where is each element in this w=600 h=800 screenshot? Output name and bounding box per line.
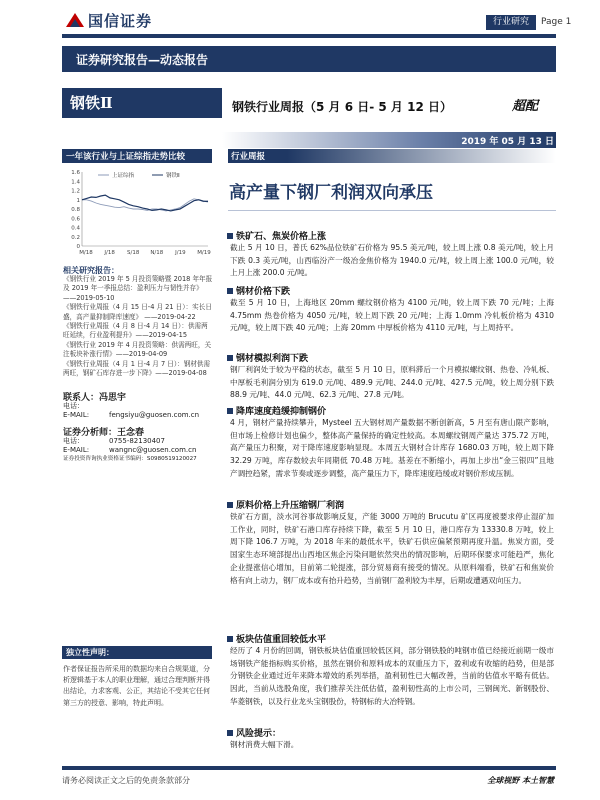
x-tick-label: J/19 bbox=[175, 250, 186, 256]
section-heading bbox=[227, 498, 344, 511]
y-tick-label: 1.2 bbox=[71, 188, 80, 195]
contact-heading: 联系人：冯思宇 bbox=[63, 393, 127, 403]
related-report-item[interactable]: 《钢铁行业 2019 年 5 月投资策略暨 2018 年年报及 2019 年一季报总结：盈利压力与韧性并存》 ——2019-05-10 bbox=[63, 275, 213, 302]
section-heading bbox=[227, 632, 326, 645]
x-tick-label: M/18 bbox=[79, 250, 93, 256]
section-heading-text: 降库速度趋缓抑制钢价 bbox=[236, 407, 327, 417]
analyst-phone: 0755-82130407 bbox=[109, 437, 165, 445]
y-tick-label: 0.8 bbox=[71, 207, 80, 213]
related-report-item[interactable]: 《钢铁行业 2019 年 4 月投资策略：供需两旺，关注板块补涨行情》——2019-04-09 bbox=[63, 340, 212, 359]
y-tick-label: 1.6 bbox=[71, 170, 80, 176]
related-report-item[interactable]: 《钢铁行业周报（4 月 15 日-4 月 21 日）：实长日盛，高产量抑制降库速度》 ——2019-04-22 bbox=[63, 303, 212, 321]
section-body: 经历了 4 月份的回调，钢铁板块估值重回较低区间，部分钢铁股的吨钢市值已经接近前期一级市场钢铁产能指标购买价格，虽然在钢价和原料成本的双重压力下，盈利或有收缩的趋势，但是部分钢铁企业通过近年来降本增效的系列举措，盈利韧性已大幅改善，当前的估值水平略有低估。因此，当前从选股角度，我们推荐关注低估值，盈利韧性高的上市公司，三钢闽光、新钢股份、华菱钢铁，以及行业龙头宝钢股份，特钢标的大冶特钢。 bbox=[230, 646, 554, 706]
related-report-item[interactable]: 《钢铁行业周报（4 月 1 日-4 月 7 日）：钢材供需两旺，钢矿石库存进一步下降》——2019-04-08 bbox=[63, 359, 211, 378]
chart-heading: 一年该行业与上证综指走势比较 bbox=[66, 152, 186, 162]
section-body: 钢厂利润处于较为平稳的状态，截至 5 月 10 日，原料滞后一个月模拟螺纹钢、热卷、冷轧板、中厚板毛利润分别为 619.0 元/吨、489.9 元/吨、244.0 元/吨、427.5 元/吨，较上周分别下跌 88.9 元/吨、44.0 元/吨、62.3 元/吨、27.8 元/吨。 bbox=[230, 365, 554, 400]
section-heading-text: 风险提示： bbox=[236, 729, 282, 739]
analyst-email[interactable]: wangnc@guosen.com.cn bbox=[109, 446, 197, 454]
bullet-icon bbox=[227, 730, 233, 736]
y-tick-label: 1 bbox=[76, 197, 80, 204]
x-tick-label: M/19 bbox=[197, 250, 211, 256]
section-heading-text: 钢材价格下跌 bbox=[236, 287, 291, 297]
footer-rule bbox=[62, 766, 556, 770]
section-heading-text: 钢材模拟利润下跌 bbox=[236, 354, 309, 364]
section-body: 截至 5 月 10 日，上海地区 20mm 螺纹钢价格为 4100 元/吨，较上周下跌 70 元/吨；上海 4.75mm 热卷价格为 4050 元/吨，较上周下跌 20 元/吨；上海 1.0mm 冷轧板价格为 4310 元/吨，较上周下跌 40 元/吨；上海 20mm 中厚板价格为 4110 元/吨，与上周持平。 bbox=[230, 298, 554, 333]
section-heading bbox=[227, 284, 290, 297]
email-label: E-MAIL: bbox=[63, 446, 90, 454]
section-heading-text: 板块估值重回较低水平 bbox=[236, 635, 327, 645]
section-heading-text: 铁矿石、焦炭价格上涨 bbox=[236, 232, 327, 242]
section-tag: 行业周报 bbox=[231, 152, 266, 162]
report-date: 2019 年 05 月 13 日 bbox=[461, 137, 554, 147]
headline: 高产量下钢厂利润双向承压 bbox=[229, 183, 433, 203]
bullet-icon bbox=[227, 288, 233, 294]
phone-label: 电话： bbox=[63, 437, 84, 445]
section-heading bbox=[227, 351, 308, 364]
section-body: 铁矿石方面，淡水河谷事故影响反复，产能 3000 万吨的 Brucutu 矿区再度被要求停止湿矿加工作业，同时，铁矿石港口库存持续下降，截至 5 月 10 日，港口库存为 13330.8 万吨，较上周下降 106.7 万吨，为 2018 年来的最低水平，铁矿石供应偏紧预期再度升温。焦炭方面，受国家生态环境部提出山西地区焦企污染问题依然突出的情况影响，后期环保要求可能趋严，焦化企业提涨信心增加，目前第二轮提涨，部分贸易商有接受的情况。从原料端看，铁矿石和焦炭价格有向上动力，钢厂成本或有抬升趋势，当前钢厂盈利较为丰厚，后期或遭遇双向压力。 bbox=[230, 512, 554, 585]
section-heading-text: 原料价格上升压缩钢厂利润 bbox=[236, 501, 345, 511]
y-tick-label: 0 bbox=[76, 244, 80, 250]
section-body: 截止 5 月 10 日，普氏 62%品位铁矿石价格为 95.5 美元/吨，较上周上涨 0.8 美元/吨，较上月下跌 0.3 美元/吨，山西临汾产一级冶金焦价格为 1940.0 元/吨，较上周上涨 100.0 元/吨，较上月上涨 200.0 元/吨。 bbox=[230, 243, 554, 278]
legend-label: 钢铁Ⅱ bbox=[166, 173, 180, 179]
contact-details bbox=[63, 402, 213, 420]
phone-label: 电话： bbox=[63, 402, 84, 410]
section-body: 钢材消费大幅下滑。 bbox=[230, 740, 299, 749]
report-title: 钢铁行业周报（5 月 6 日- 5 月 12 日） bbox=[232, 100, 452, 114]
section-heading bbox=[227, 404, 326, 417]
brand-name: 国信证券 bbox=[88, 12, 153, 30]
bullet-icon bbox=[227, 233, 233, 239]
x-tick-label: S/18 bbox=[127, 250, 140, 256]
section-heading bbox=[227, 726, 281, 739]
headline-rule bbox=[228, 210, 556, 211]
analyst-details bbox=[63, 437, 213, 464]
y-tick-label: 0.2 bbox=[71, 234, 80, 241]
y-tick-label: 1.4 bbox=[71, 179, 80, 186]
series-line bbox=[82, 195, 208, 211]
independence-statement: 作者保证报告所采用的数据均来自合规渠道，分析逻辑基于本人的职业理解，通过合理判断并得出结论，力求客观、公正，其结论不受其它任何第三方的授意、影响，特此声明。 bbox=[63, 665, 210, 707]
related-report-item[interactable]: 《钢铁行业周报（4 月 8 日-4 月 14 日）：供需两旺延续，行业盈利提升》——2019-04-15 bbox=[63, 322, 208, 340]
guosen-logo-icon bbox=[66, 13, 84, 27]
x-tick-label: N/18 bbox=[150, 250, 164, 256]
section-heading bbox=[227, 229, 326, 242]
related-reports-heading: 相关研究报告： bbox=[63, 266, 119, 275]
contact-email[interactable]: fengsiyu@guosen.com.cn bbox=[109, 411, 200, 419]
sector-name: 钢铁Ⅱ bbox=[70, 94, 113, 112]
y-tick-label: 0.4 bbox=[71, 225, 80, 232]
bullet-icon bbox=[227, 502, 233, 508]
legend-label: 上证综指 bbox=[112, 173, 135, 179]
section-body: 4 月，钢材产量持续攀升，Mysteel 五大钢材周产量数据不断创新高，5 月至有唐山限产影响，但市场上检修计划也偏少，整体高产量保持的确定性较高。本周螺纹钢周产量达 375.72 万吨，高产量压力积聚，对于降库速度影响显现。本周五大钢材合计库存 1680.03 万吨，较上周下降 32.29 万吨，库存数较去年同期低 70.48 万吨。基差在不断缩小，再加上步出“金三银四”且地产调控趋紧，需求节奏或逐步调整，高产量压力下，降库速度趋缓或对钢价形成压制。 bbox=[230, 418, 554, 478]
independence-heading: 独立性声明： bbox=[66, 648, 114, 657]
investment-rating: 超配 bbox=[512, 99, 539, 114]
bullet-icon bbox=[227, 408, 233, 414]
section-tag-bar bbox=[228, 149, 556, 163]
x-tick-label: J/18 bbox=[104, 250, 115, 256]
footer-disclaimer: 请务必阅读正文之后的免责条款部分 bbox=[62, 776, 190, 785]
bullet-icon bbox=[227, 355, 233, 361]
page-number: Page 1 bbox=[541, 17, 572, 27]
analyst-heading: 证券分析师：王念春 bbox=[63, 428, 145, 438]
sector-vs-index-chart bbox=[62, 166, 212, 258]
header-rule bbox=[62, 34, 556, 38]
report-type-badge: 行业研究 bbox=[486, 15, 536, 30]
email-label: E-MAIL: bbox=[63, 411, 90, 419]
report-category-text: 证券研究报告—动态报告 bbox=[76, 53, 209, 67]
analyst-certificate: 证券投资咨询执业资格证书编码：S0980519120027 bbox=[63, 456, 197, 462]
y-tick-label: 0.6 bbox=[71, 216, 80, 223]
footer-slogan: 全球视野 本土智慧 bbox=[487, 776, 554, 785]
related-reports-list bbox=[63, 275, 213, 378]
bullet-icon bbox=[227, 636, 233, 642]
